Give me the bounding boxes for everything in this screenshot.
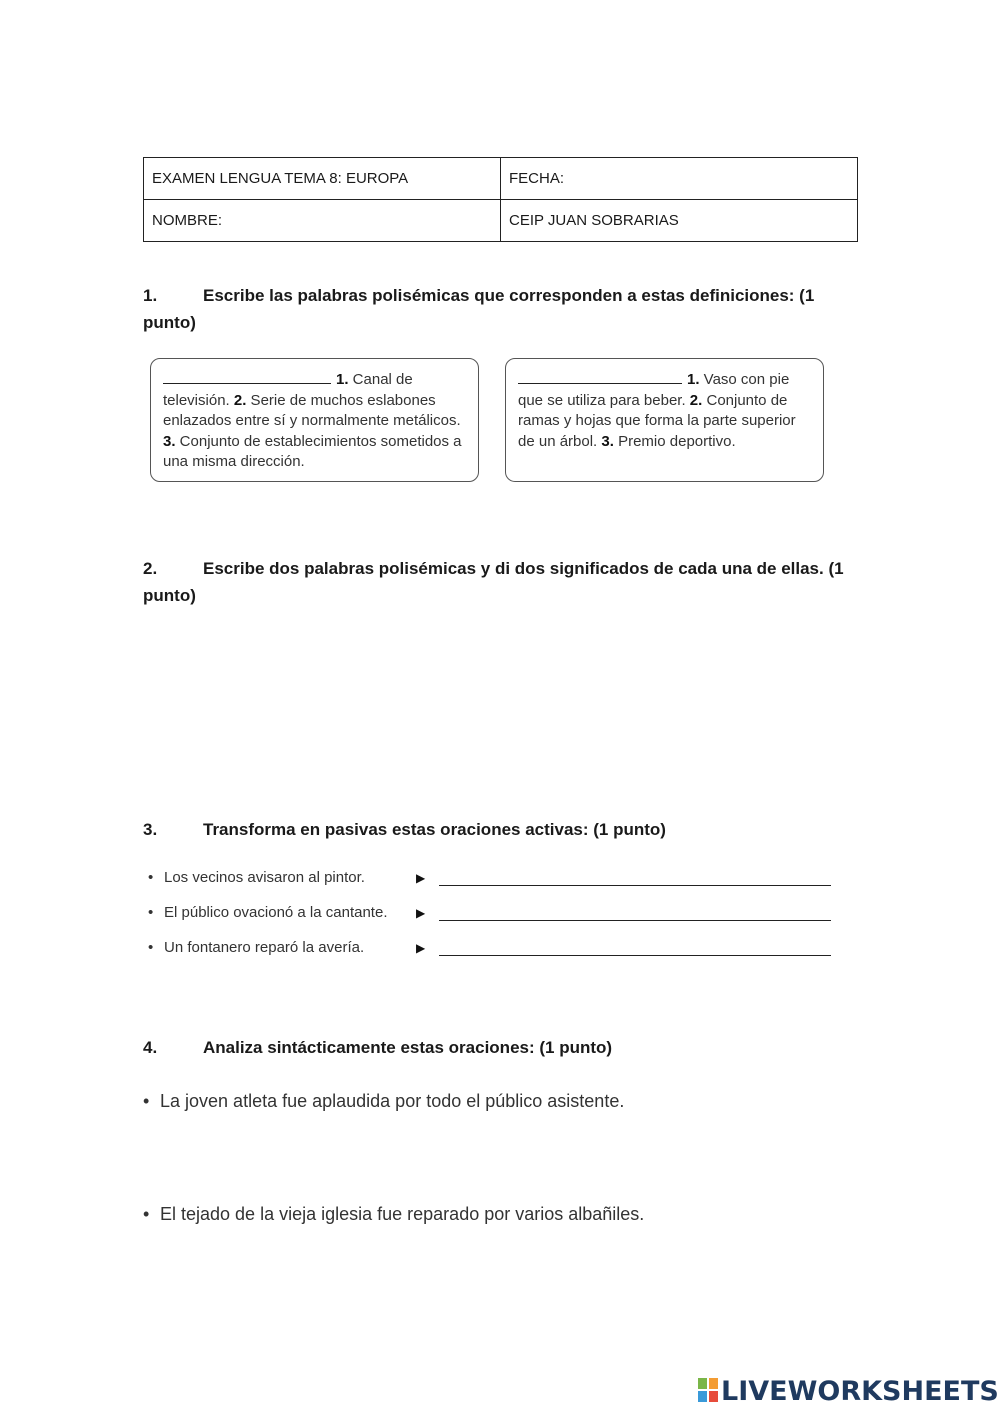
- answer-line[interactable]: [439, 920, 831, 921]
- bullet: •: [143, 1091, 150, 1111]
- question-text: Escribe las palabras polisémicas que corresponden a estas definiciones: (1 punto): [143, 286, 815, 332]
- definition-box-1: [150, 358, 479, 482]
- liveworksheets-watermark: [697, 1376, 999, 1407]
- bullet: •: [143, 1204, 150, 1224]
- question-number: 3.: [143, 820, 158, 839]
- passive-exercise-row: [148, 939, 426, 963]
- answer-blank[interactable]: [163, 369, 331, 384]
- exam-title-cell: EXAMEN LENGUA TEMA 8: EUROPA: [144, 158, 501, 200]
- definition-text: Canal de televisión.: [163, 371, 413, 409]
- sentence-text: El tejado de la vieja iglesia fue reparado por varios albañiles.: [160, 1204, 645, 1224]
- question-1-heading: [143, 282, 858, 336]
- arrow-right-icon: ▶: [416, 871, 426, 885]
- arrow-right-icon: ▶: [416, 906, 426, 920]
- bullet: •: [148, 904, 154, 921]
- liveworksheets-logo-icon: [697, 1376, 719, 1404]
- question-number: 2.: [143, 559, 158, 578]
- question-text: Analiza sintácticamente estas oraciones: (1 punto): [203, 1038, 613, 1057]
- active-sentence: El público ovacionó a la cantante.: [164, 904, 388, 921]
- definition-number: 2.: [689, 391, 703, 409]
- definition-number: 1.: [687, 371, 700, 388]
- definition-text: Conjunto de establecimientos sometidos a una misma dirección.: [163, 432, 462, 470]
- watermark-text: LIVEWORKSHEETS: [721, 1376, 999, 1407]
- answer-line[interactable]: [439, 955, 831, 956]
- question-2-heading: [143, 555, 858, 609]
- passive-exercise-row: [148, 869, 426, 893]
- definition-text: Conjunto de ramas y hojas que forma la parte superior de un árbol.: [518, 391, 796, 450]
- name-field-cell: NOMBRE:: [144, 200, 501, 242]
- active-sentence: Un fontanero reparó la avería.: [164, 939, 365, 956]
- definition-number: 3.: [163, 432, 176, 450]
- question-4-heading: [143, 1034, 858, 1061]
- analysis-sentence: [143, 1091, 624, 1112]
- sentence-text: La joven atleta fue aplaudida por todo el público asistente.: [160, 1091, 625, 1111]
- question-text: Transforma en pasivas estas oraciones activas: (1 punto): [203, 820, 666, 839]
- answer-blank[interactable]: [518, 369, 682, 384]
- answer-line[interactable]: [439, 885, 831, 886]
- active-sentence: Los vecinos avisaron al pintor.: [164, 869, 365, 886]
- bullet: •: [148, 869, 154, 886]
- definition-box-2: [505, 358, 824, 482]
- passive-exercise-row: [148, 904, 426, 928]
- bullet: •: [148, 939, 154, 956]
- definition-number: 2.: [233, 391, 247, 409]
- exam-header-table: [143, 157, 858, 242]
- definition-text: Vaso con pie que se utiliza para beber.: [518, 371, 790, 409]
- definition-number: 1.: [336, 371, 349, 388]
- analysis-sentence: [143, 1204, 644, 1225]
- arrow-right-icon: ▶: [416, 941, 426, 955]
- definition-text: Premio deportivo.: [613, 432, 736, 450]
- question-number: 4.: [143, 1038, 158, 1057]
- date-field-cell: FECHA:: [501, 158, 858, 200]
- definition-text: Serie de muchos eslabones enlazados entre sí y normalmente metálicos.: [163, 391, 461, 429]
- definition-number: 3.: [601, 432, 614, 450]
- question-number: 1.: [143, 286, 158, 305]
- question-text: Escribe dos palabras polisémicas y di dos significados de cada una de ellas. (1 punto): [143, 559, 844, 605]
- school-cell: CEIP JUAN SOBRARIAS: [501, 200, 858, 242]
- question-3-heading: [143, 816, 858, 843]
